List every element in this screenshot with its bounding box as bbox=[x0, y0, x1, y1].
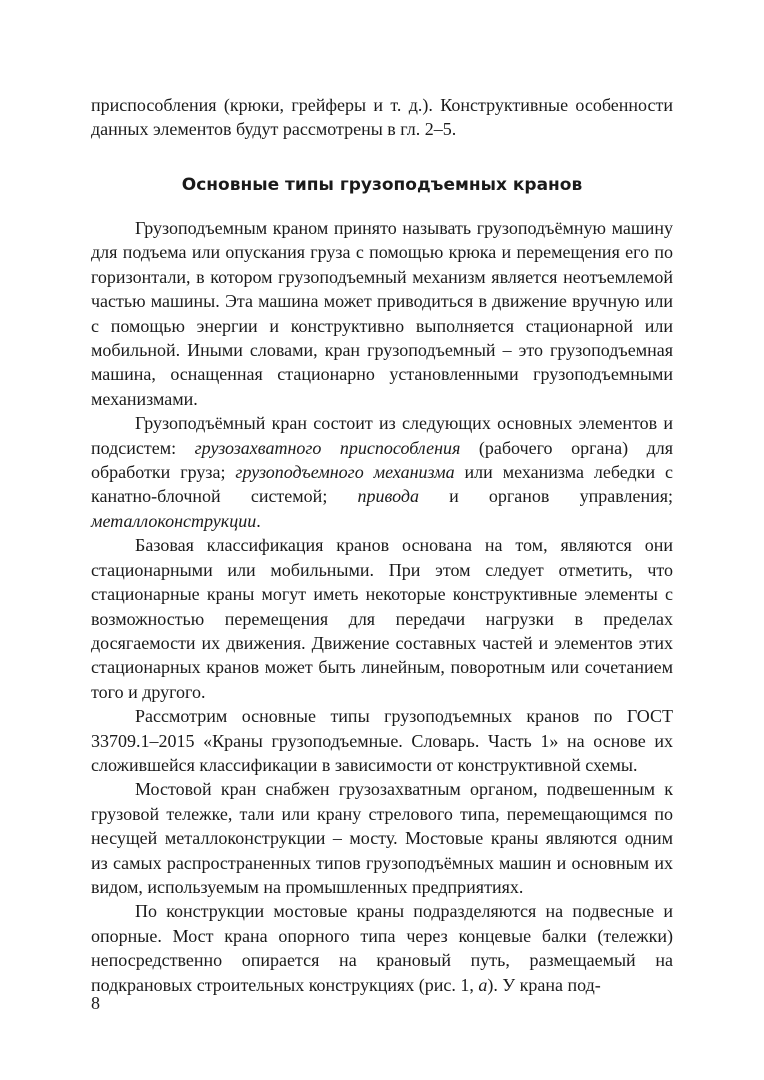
lead-text-block bbox=[91, 93, 673, 142]
term-load-handling-device: грузозахватного приспособления bbox=[194, 437, 461, 458]
body-text-block bbox=[91, 216, 673, 997]
figure-letter: а bbox=[478, 974, 488, 995]
section-heading: Основные типы грузоподъемных кранов bbox=[181, 175, 583, 195]
text-span: (рабочего органа) для обработки груза; bbox=[91, 437, 673, 483]
paragraph-classification: Базовая классификация кранов основана на том, являются они стационарными или мобильными. При этом следует отметить, что стационарные краны могут иметь некоторые конструктивные элементы с возможностью перемещения для передачи нагрузки в пределах досягаемости их движения. Движение составных частей и элементов этих стационарных кранов может быть линейным, поворотным или сочетанием того и другого. bbox=[91, 535, 673, 702]
text-span: ). У крана под- bbox=[487, 974, 601, 995]
term-drive: привода bbox=[357, 486, 419, 507]
lead-paragraph: приспособления (крюки, грейферы и т. д.). Конструктивные особенности данных элементов будут рассмотрены в гл. 2–5. bbox=[91, 95, 673, 140]
text-span: По конструкции мостовые краны подразделяются на подвесные и опорные. Мост крана опорного типа через концевые балки (тележки) непосредственно опирается на крановый путь, размещаемый на подкрановых строительных конструкциях (рис. 1, bbox=[91, 901, 673, 995]
page-number: 8 bbox=[91, 993, 100, 1013]
text-span: . bbox=[256, 510, 261, 531]
paragraph-gost-reference: Рассмотрим основные типы грузоподъемных кранов по ГОСТ 33709.1–2015 «Краны грузоподъемные. Словарь. Часть 1» на основе их сложившейся классификации в зависимости от конструктивной схемы. bbox=[91, 706, 673, 775]
term-metal-structure: металлоконструкции bbox=[91, 510, 257, 531]
paragraph-crane-components bbox=[91, 411, 673, 533]
paragraph-crane-definition: Грузоподъемным краном принято называть грузоподъёмную машину для подъема или опускания груза с помощью крюка и перемещения его по горизонтали, в котором грузоподъемный механизм является неотъемлемой частью машины. Эта машина может приводиться в движение вручную или с помощью энергии и конструктивно выполняется стационарной или мобильной. Иными словами, кран грузоподъемный – это грузоподъемная машина, оснащенная стационарно установленными грузоподъемными механизмами. bbox=[91, 218, 673, 409]
text-span: Грузоподъёмный кран состоит из следующих основных элементов и подсистем: bbox=[91, 413, 673, 458]
paragraph-bridge-crane-types bbox=[91, 899, 673, 997]
term-hoisting-mechanism: грузоподъемного механизма bbox=[235, 462, 455, 483]
text-span: или механизма лебедки с канатно-блочной системой; bbox=[91, 462, 673, 507]
paragraph-bridge-crane: Мостовой кран снабжен грузозахватным органом, подвешенным к грузовой тележке, тали или крану стрелового типа, перемещающимся по несущей металлоконструкции – мосту. Мостовые краны являются одним из самых распространенных типов грузоподъёмных машин и основным их видом, используемым на промышленных предприятиях. bbox=[91, 779, 673, 897]
text-span: и органов управления; bbox=[418, 486, 673, 507]
